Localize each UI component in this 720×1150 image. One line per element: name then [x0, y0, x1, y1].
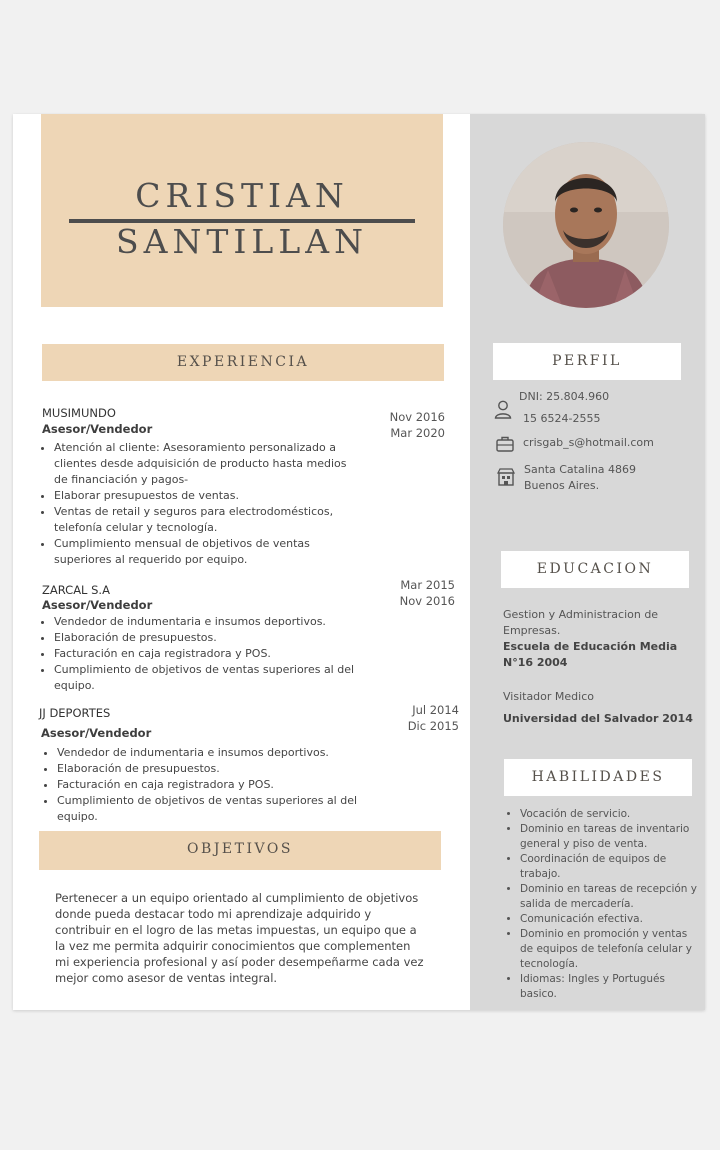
job-2-bullet: • Cumplimiento de objetivos de ventas superiores al del equipo.: [54, 662, 359, 694]
skill-item: • Idiomas: Ingles y Portugués basico.: [520, 972, 698, 1002]
job-1-bullet: • Ventas de retail y seguros para electrodomésticos, telefonía celular y tecnología.: [54, 504, 359, 536]
skill-item: • Vocación de servicio.: [520, 807, 698, 822]
job-2-bullet: • Facturación en caja registradora y POS.: [54, 646, 359, 662]
job-2-bullets: [41, 614, 359, 694]
skills-heading: HABILIDADES: [504, 759, 692, 796]
job-2-company: ZARCAL S.A: [42, 583, 110, 597]
profile-address: [524, 462, 636, 494]
education-1-title: Gestion y Administracion de Empresas.: [503, 608, 659, 637]
job-3-bullets: [44, 745, 362, 825]
job-2-bullet: • Elaboración de presupuestos.: [54, 630, 359, 646]
building-icon: [496, 467, 516, 487]
person-icon: [493, 399, 513, 419]
job-1-bullet: • Atención al cliente: Asesoramiento personalizado a clientes desde adquisición de producto hasta medios de financiación y pagos-: [54, 440, 359, 488]
skills-list: [504, 807, 698, 1002]
job-3-bullet: • Vendedor de indumentaria e insumos deportivos.: [57, 745, 362, 761]
job-1-bullets: [41, 440, 359, 568]
skill-item: • Comunicación efectiva.: [520, 912, 698, 927]
education-1-school: Escuela de Educación Media N°16 2004: [503, 640, 678, 669]
job-3-date-to: Dic 2015: [407, 719, 459, 733]
job-3-bullet: • Cumplimiento de objetivos de ventas superiores al del equipo.: [57, 793, 362, 825]
experience-heading: EXPERIENCIA: [42, 344, 444, 381]
job-1-role: Asesor/Vendedor: [42, 422, 153, 436]
profile-heading: PERFIL: [493, 343, 681, 380]
profile-address-line1: Santa Catalina 4869: [524, 463, 637, 476]
last-name: SANTILLAN: [116, 222, 368, 261]
objectives-heading: OBJETIVOS: [39, 831, 441, 870]
job-3-dates: [354, 702, 459, 734]
education-2-title: Visitador Medico: [503, 690, 594, 703]
job-3-role: Asesor/Vendedor: [41, 726, 152, 740]
job-2-dates: [350, 577, 455, 609]
profile-address-line2: Buenos Aires.: [524, 479, 600, 492]
education-item-2: [503, 689, 693, 727]
job-1-dates: [340, 409, 445, 441]
job-2-bullet: • Vendedor de indumentaria e insumos deportivos.: [54, 614, 359, 630]
briefcase-icon: [495, 434, 515, 454]
profile-phone: 15 6524-2555: [523, 412, 601, 425]
job-2-date-to: Nov 2016: [399, 594, 455, 608]
profile-email: crisgab_s@hotmail.com: [523, 436, 654, 449]
job-2-date-from: Mar 2015: [400, 578, 455, 592]
first-name: CRISTIAN: [135, 176, 349, 215]
education-2-school: Universidad del Salvador 2014: [503, 712, 693, 725]
profile-dni: DNI: 25.804.960: [519, 390, 610, 403]
skill-item: • Coordinación de equipos de trabajo.: [520, 852, 698, 882]
job-3-company: JJ DEPORTES: [39, 706, 111, 720]
skill-item: • Dominio en promoción y ventas de equipos de telefonía celular y tecnología.: [520, 927, 698, 972]
job-3-date-from: Jul 2014: [412, 703, 459, 717]
job-3-bullet: • Facturación en caja registradora y POS.: [57, 777, 362, 793]
avatar: [503, 142, 669, 308]
job-1-bullet: • Elaborar presupuestos de ventas.: [54, 488, 359, 504]
job-1-company: MUSIMUNDO: [42, 406, 116, 420]
job-1-date-to: Mar 2020: [390, 426, 445, 440]
portrait-photo: [503, 142, 669, 308]
education-item-1: [503, 607, 693, 671]
skill-item: • Dominio en tareas de recepción y salida de mercadería.: [520, 882, 698, 912]
job-1-bullet: • Cumplimiento mensual de objetivos de ventas superiores al requerido por equipo.: [54, 536, 359, 568]
education-heading: EDUCACION: [501, 551, 689, 588]
skill-item: • Dominio en tareas de inventario general y piso de venta.: [520, 822, 698, 852]
objectives-text: Pertenecer a un equipo orientado al cumplimiento de objetivos donde pueda destacar todo mi aprendizaje adquirido y contribuir en el logro de las metas impuestas, un equipo que a la vez me permita adquirir conocimientos que complementen mi experiencia profesional y así poder desempeñarme cada vez mejor como asesor de ventas integral.: [55, 891, 424, 985]
job-3-bullet: • Elaboración de presupuestos.: [57, 761, 362, 777]
job-1-date-from: Nov 2016: [389, 410, 445, 424]
job-2-role: Asesor/Vendedor: [42, 598, 153, 612]
